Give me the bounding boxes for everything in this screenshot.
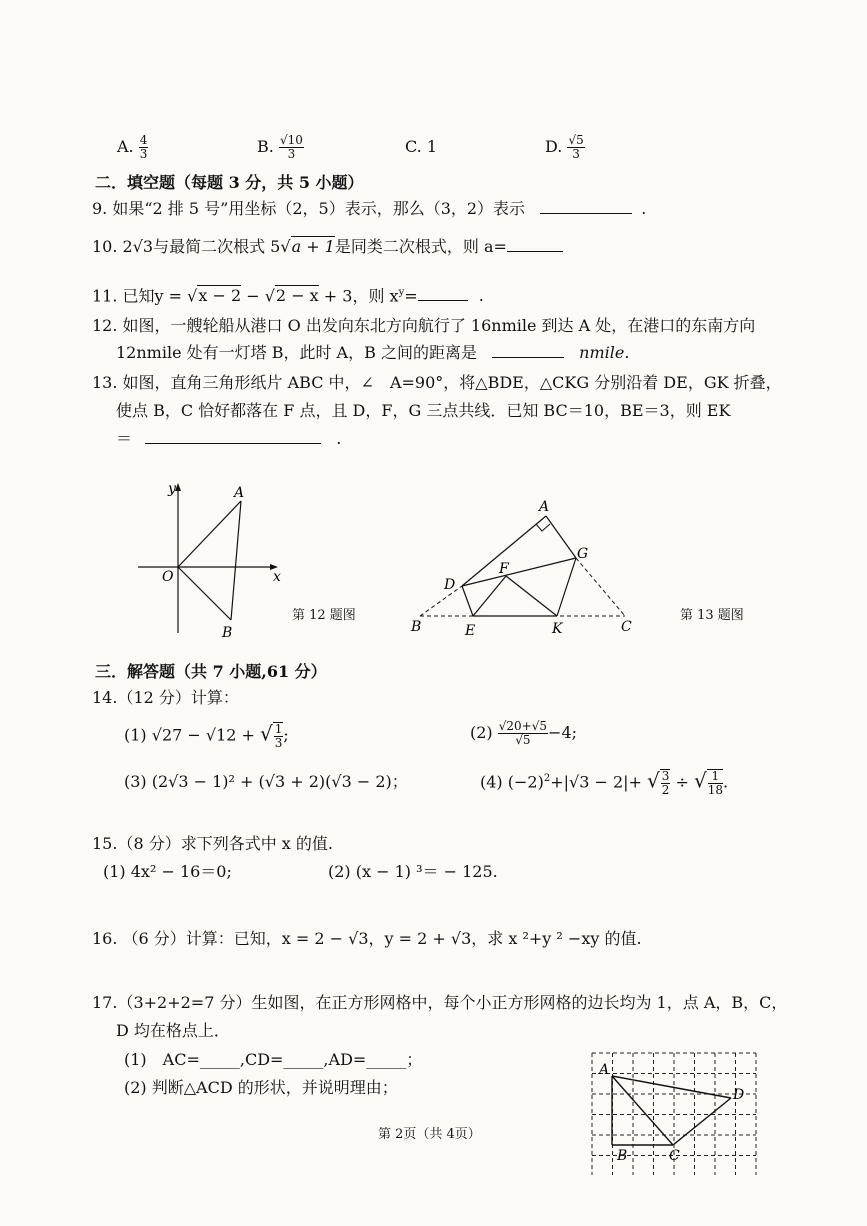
q13-line3: ＝ .: [116, 429, 342, 448]
page-footer: 第 2页（共 4页）: [378, 1127, 481, 1142]
label-k: K: [552, 621, 563, 637]
q14-part3: (3) (2√3 − 1)² + (√3 + 2)(√3 − 2)；: [124, 772, 408, 791]
segment-fk: [506, 576, 557, 616]
segment-ab: [231, 501, 241, 620]
dash-gc: [576, 558, 625, 616]
label-f: F: [499, 561, 509, 577]
right-angle-mark: [536, 524, 550, 531]
q17-part2: (2) 判断△ACD 的形状，并说明理由；: [124, 1078, 398, 1097]
q14-part2: (2) $\frac{√20+√5}{√5}$ −4;: [470, 719, 578, 747]
label-e: E: [465, 623, 476, 639]
segment-de: [462, 586, 473, 616]
segment-ad: [612, 1076, 731, 1098]
section3-title: 三．解答题（共 7 小题,61 分）: [95, 662, 327, 681]
q17-line2: D 均在格点上．: [116, 1021, 230, 1040]
q12-line1: 12. 如图，一艘轮船从港口 O 出发向东北方向航行了 16nmile 到达 A 处，在港口的东南方向: [92, 316, 756, 335]
q8-option-b: B. $\frac{√10}{3}$: [257, 133, 303, 161]
label-d: D: [733, 1087, 745, 1103]
q13-line2: 使点 B，C 恰好都落在 F 点，且 D，F，G 三点共线．已知 BC＝10，BE＝3，则 EK: [116, 401, 731, 420]
label-a: A: [539, 499, 550, 515]
q15-head: 15.（8 分）求下列各式中 x 的值.: [92, 834, 333, 853]
q13-line1: 13. 如图，直角三角形纸片 ABC 中，∠ A=90°，将△BDE，△CKG 分别沿着 DE，GK 折叠，: [92, 373, 782, 392]
q16: 16. （6 分）计算：已知，x = 2 − √3，y = 2 + √3，求 x ²+y ² −xy 的值.: [92, 929, 642, 948]
label-b: B: [411, 619, 422, 635]
q12-line2: 12nmile 处有一灯塔 B，此时 A，B 之间的距离是 nmile.: [116, 343, 630, 362]
fig13-caption: 第 13 题图: [680, 608, 744, 623]
label-x: x: [273, 569, 281, 585]
figure-17: [585, 1045, 765, 1175]
segment-oa: [178, 501, 241, 567]
section2-title: 二．填空题（每题 3 分，共 5 小题）: [95, 173, 364, 192]
label-a: A: [599, 1062, 610, 1078]
q10: 10. 2√3与最简二次根式 5√a + 1是同类二次根式，则 a=: [92, 236, 563, 258]
q17-line1: 17.（3+2+2=7 分）生如图，在正方形网格中，每个小正方形网格的边长均为 1，点 A，B，C，: [92, 993, 788, 1012]
figure-12: [130, 475, 290, 645]
q8-option-a: A. $\frac{4}{3}$: [117, 133, 148, 161]
segment-kg: [557, 558, 576, 616]
label-b: B: [617, 1148, 628, 1164]
label-c: C: [669, 1148, 680, 1164]
label-o: O: [162, 569, 174, 585]
q14-part4: (4) $(-2)^2+|√3 - 2|+$ √ $\frac{3}{2}$ ÷ √ $\frac{1}{18}$ .: [480, 768, 729, 797]
segment-ob: [178, 567, 231, 620]
q17-part1: (1) AC=_____,CD=_____,AD=_____；: [124, 1050, 423, 1069]
q14-part1: (1) √27 − √12 + √ $\frac{1}{3}$ ;: [124, 721, 289, 750]
segment-ag: [546, 516, 576, 558]
figure-13: [405, 495, 645, 643]
q14-head: 14.（12 分）计算：: [92, 688, 239, 707]
label-g: G: [577, 546, 589, 562]
q9: 9. 如果“2 排 5 号”用坐标（2，5）表示，那么（3，2）表示 .: [92, 199, 647, 218]
dash-bd: [420, 586, 462, 616]
label-c: C: [621, 619, 632, 635]
fig12-caption: 第 12 题图: [292, 608, 356, 623]
q8-option-c: C. 1: [405, 137, 438, 156]
label-b: B: [222, 625, 233, 641]
q15-part1: (1) 4x² − 16＝0;: [103, 862, 232, 881]
label-d: D: [444, 577, 456, 593]
label-y: y: [168, 481, 176, 497]
q15-part2: (2) (x − 1) ³＝ − 125.: [328, 862, 498, 881]
q8-option-d: D. $\frac{√5}{3}$: [545, 133, 584, 161]
segment-cd: [673, 1098, 731, 1145]
label-a: A: [234, 485, 245, 501]
q11: 11. 已知y = √x − 2 − √2 − x + 3，则 $x^y=$ .: [92, 286, 484, 306]
